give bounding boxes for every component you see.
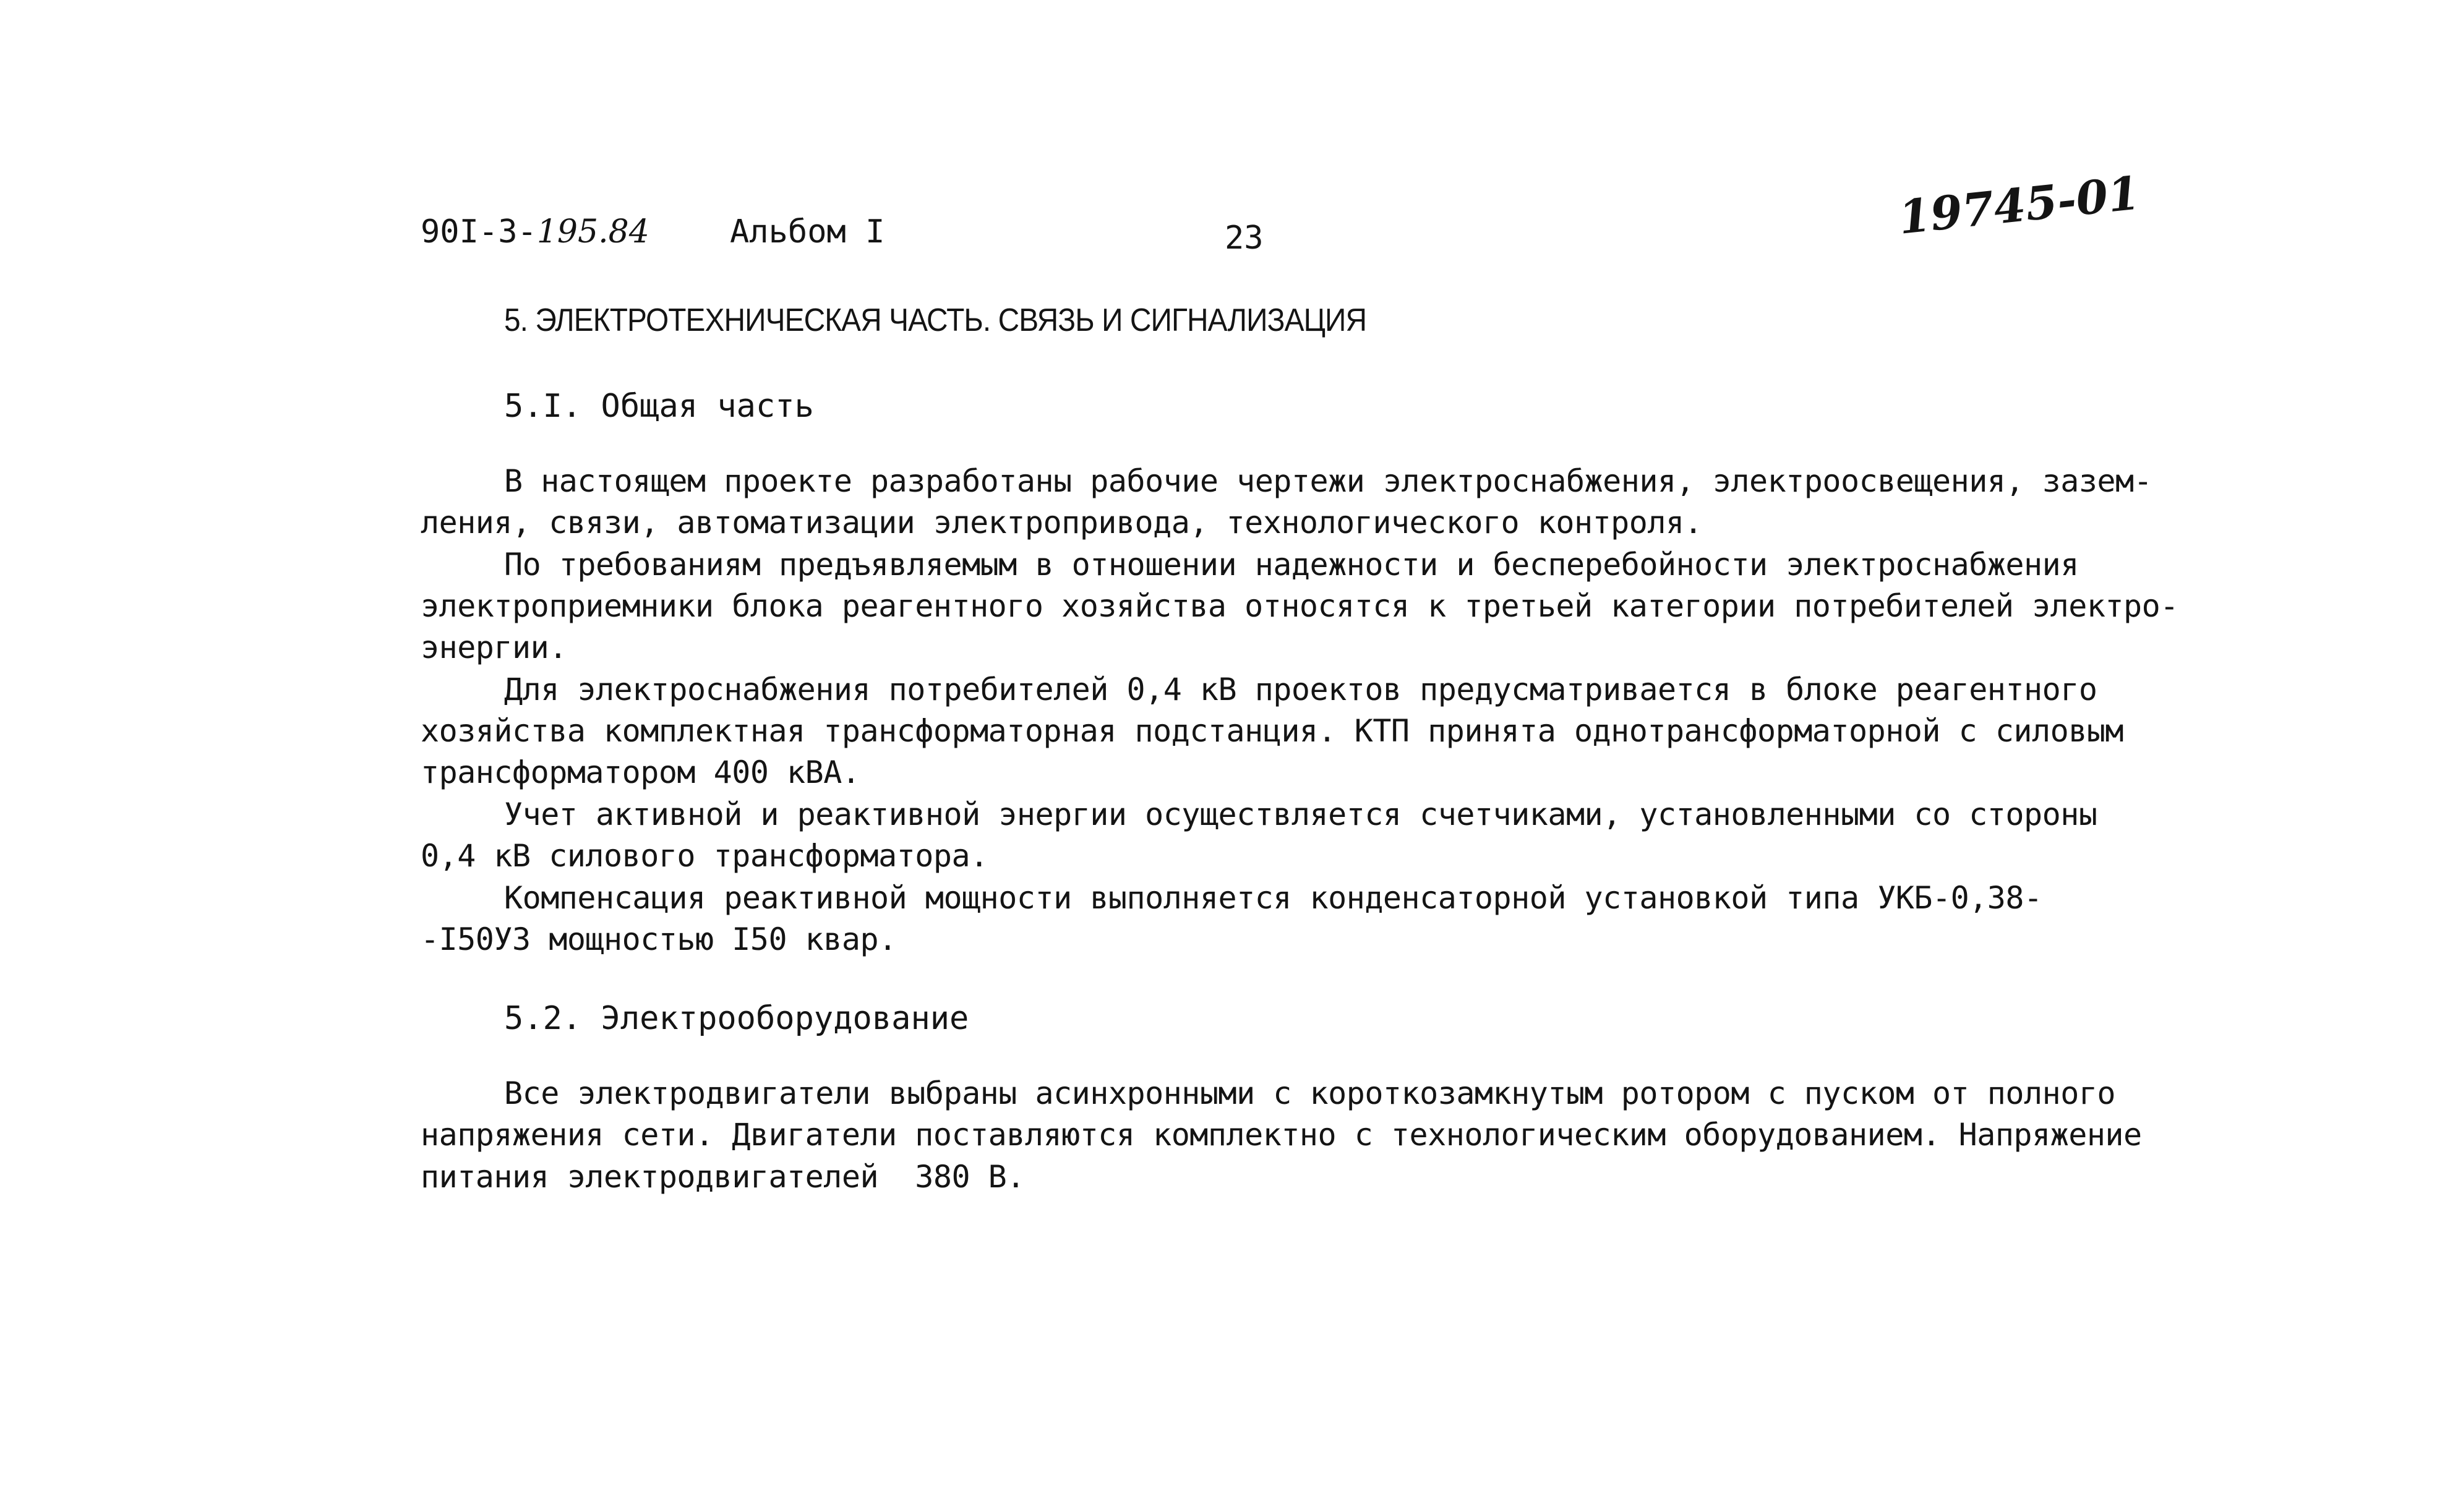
text-line: хозяйства комплектная трансформаторная подстанция. КТП принята однотрансформаторной с силовым	[421, 713, 2124, 749]
text-line: трансформатором 400 кВА.	[421, 754, 860, 790]
subsection-title-general: 5.I. Общая часть	[504, 388, 814, 425]
text-line: энергии.	[421, 630, 567, 665]
handwritten-reference-number: 19745-01	[1896, 166, 2143, 245]
text-line: Все электродвигатели выбраны асинхронными с короткозамкнутым ротором с пуском от полного	[504, 1075, 2116, 1111]
text-line: 0,4 кВ силового трансформатора.	[421, 838, 988, 874]
text-line: В настоящем проекте разработаны рабочие чертежи электроснабжения, электроосвещения, зазем-	[504, 463, 2152, 499]
page-number: 23	[1225, 220, 1264, 257]
text-line: напряжения сети. Двигатели поставляются комплектно с технологическим оборудованием. Напряжение	[421, 1117, 2142, 1153]
text-line: По требованиям предъявляемым в отношении надежности и бесперебойности электроснабжения	[504, 547, 2079, 583]
document-code-handwritten: 195.84	[536, 213, 649, 250]
text-line: Учет активной и реактивной энергии осуществляется счетчиками, установленными со стороны	[504, 797, 2097, 832]
subsection-title-equipment: 5.2. Электрооборудование	[504, 1000, 969, 1037]
text-line: -I50У3 мощностью I50 квар.	[421, 921, 897, 957]
section-title: 5. ЭЛЕКТРОТЕХНИЧЕСКАЯ ЧАСТЬ. СВЯЗЬ И СИГНАЛИЗАЦИЯ	[504, 302, 1367, 338]
text-line: электроприемники блока реагентного хозяйства относятся к третьей категории потребителей электро-	[421, 588, 2178, 624]
text-line: Компенсация реактивной мощности выполняется конденсаторной установкой типа УКБ-0,38-	[504, 880, 2042, 916]
text-line: питания электродвигателей 380 В.	[421, 1159, 1025, 1195]
album-label: Альбом I	[730, 213, 885, 250]
text-line: ления, связи, автоматизации электропривода, технологического контроля.	[421, 505, 1703, 540]
text-line: Для электроснабжения потребителей 0,4 кВ проектов предусматривается в блоке реагентного	[504, 672, 2097, 707]
document-code	[421, 213, 649, 250]
document-code-prefix: 90I-3-	[421, 213, 537, 250]
